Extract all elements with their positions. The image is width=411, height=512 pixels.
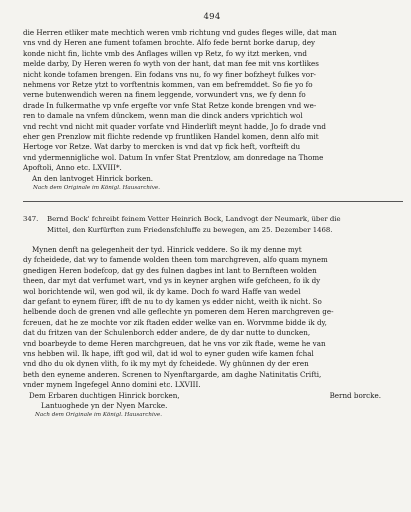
text-line: vnd ydermennigliche wol. Datum In vnfer Stat Prentzlow, am donredage na Thome bbox=[23, 152, 324, 162]
letter-closing bbox=[23, 391, 401, 401]
text-line: dy fcheidede, dat wy to famende wolden theen tom marchgreven, alfo quam mynem bbox=[23, 255, 328, 265]
letter-address-1: An den lantvoget Hinrick borken. bbox=[32, 173, 154, 183]
text-line: wol borichtende wil, wen god wil, ik dy kame. Doch fo ward Haffe van wedel bbox=[23, 286, 301, 296]
document-heading bbox=[23, 214, 401, 235]
heading-line: Mittel, den Kurfürften zum Friedensfchluffe zu bewegen, am 25. Dezember 1468. bbox=[47, 225, 333, 234]
letter-body-2 bbox=[23, 245, 401, 391]
page-number: 494 bbox=[203, 12, 221, 22]
text-line: vnd recht vnd nicht mit quader vorfate vnd Hinderlift meynt hadde, Jo fo drade vnd bbox=[23, 121, 326, 131]
text-line: helbende doch de grenen vnd alle geflechte yn pomeren dem Heren marchgreven ge- bbox=[23, 307, 334, 317]
letter-address-2-line2: Lantuoghede yn der Nyen Marcke. bbox=[41, 401, 168, 410]
letter-address-2: Dem Erbaren duchtigen Hinrick borcken, bbox=[29, 390, 180, 400]
text-line: eher gen Prenzlow mit flichte redende vp fruntliken Handel komen, denn alfo mit bbox=[23, 132, 319, 142]
text-line: nicht konde tofamen brengen. Ein fodans vns nu, fo wy finer bofzheyt fulkes vor- bbox=[23, 69, 316, 79]
section-divider bbox=[23, 201, 403, 202]
text-line: vnder mynem Ingefegel Anno domini etc. LXVIII. bbox=[23, 380, 201, 390]
source-note-1: Nach dem Originale im Königl. Hausarchive. bbox=[33, 185, 161, 192]
text-line: konde nicht fin, lichte vmb des Anflages willen vp Retz, fo wy itzt merken, vnd bbox=[23, 48, 307, 58]
text-line: Hertoge vor Retze. Wat darby to mercken is vnd dat vp fick heft, vorfteift du bbox=[23, 142, 301, 152]
text-line: theen, dar myt dat verfumet wart, vnd ys in keyner arghen wife gefcheen, fo ik dy bbox=[23, 276, 321, 286]
text-line: ren to damale na vnfem dünckem, wenn man die dinck anders vprichtich wol bbox=[23, 111, 303, 121]
text-line: vns hebben wil. Ik hape, ifft god wil, dat id wol to eyner guden wife kamen fchal bbox=[23, 348, 314, 358]
text-line: Apoftoli, Anno etc. LXVIII*. bbox=[23, 163, 122, 173]
text-line: die Herren etliker mate mechtich weren vmb richtung vnd gudes fleges wille, dat man bbox=[23, 28, 337, 37]
text-line: beth den eyneme anderen. Screnen to Nyenftargarde, am daghe Natinitatis Crifti, bbox=[23, 369, 322, 379]
text-line: fcreuen, dat he ze mochte vor zik ftaden edder welke van en. Worvmme bidde ik dy, bbox=[23, 317, 327, 327]
text-line: vnd dho du ok dynen vlith, fo ik my myt dy fcheidede. Wy ghünnen dy der eren bbox=[23, 359, 309, 369]
text-line: Mynen denft na gelegenheit der tyd. Hinrick veddere. So ik my denne myt bbox=[32, 244, 302, 254]
letter-body-1 bbox=[23, 28, 401, 174]
text-line: vnd boarbeyde to deme Heren marchgreuen, dat he vns vor zik ftade, weme he van bbox=[23, 338, 326, 348]
source-note-2: Nach dem Originale im Königl. Hausarchive. bbox=[35, 412, 163, 419]
text-line: dar gefant to eynem fürer, ifft de nu to dy kamen ys edder nicht, weith ik nicht. So bbox=[23, 296, 322, 306]
document-number: 347. bbox=[23, 215, 39, 224]
text-line: drade In fulkermathe vp vnfe ergefte vor vnfe Stat Retze konde brengen vnd we- bbox=[23, 100, 317, 110]
text-line: dat du fritzen van der Schulenborch edder andere, de dy dar nutte to duncken, bbox=[23, 328, 311, 338]
text-line: melde darby, Dy Heren weren fo wyth von der hant, dat man fee mit vns kortlikes bbox=[23, 59, 319, 69]
text-line: vns vnd dy Heren ane fument tofamen brochte. Alfo fede bernt borke darup, dey bbox=[23, 38, 316, 48]
heading-line: Bernd Bock' fchreibt feinem Vetter Heinrich Bock, Landvogt der Neumark, über die bbox=[47, 215, 341, 224]
text-line: verne butenwendich weren na finem leggende, vorwundert vns, we fy denn fo bbox=[23, 90, 306, 100]
letter-signer: Bernd borcke. bbox=[329, 390, 381, 400]
text-line: nehmens vor Retze ytzt to vorftentnis kommen, van em befremddet. So fie yo fo bbox=[23, 80, 313, 90]
text-line: gnedigen Heren bodefcop, dat gy des fulnen dagbes int lant to Bernfteen wolden bbox=[23, 265, 317, 275]
